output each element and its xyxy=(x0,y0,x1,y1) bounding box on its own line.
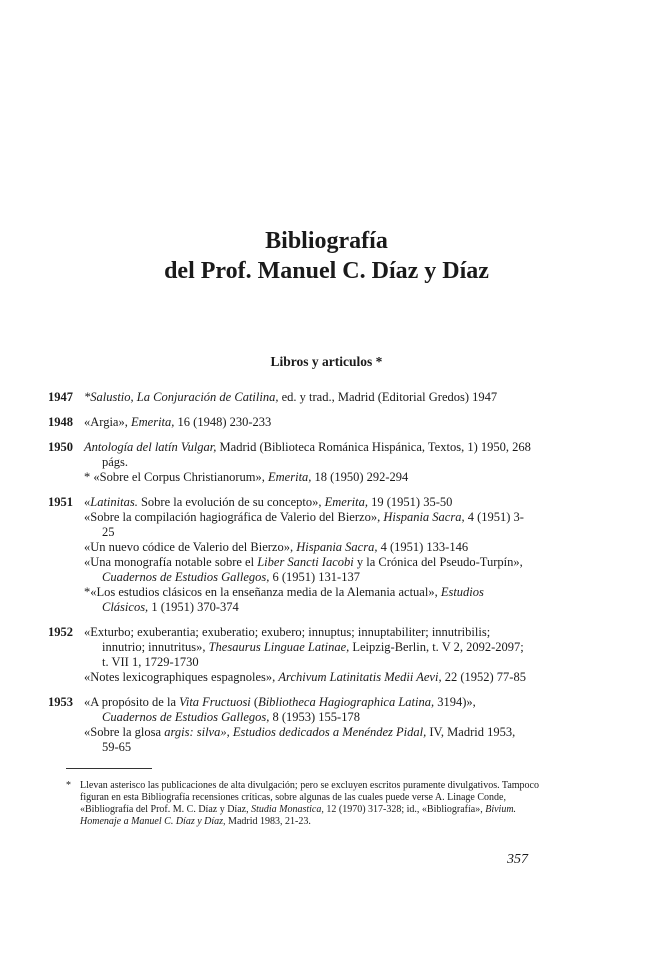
bibliography-entry xyxy=(84,625,532,670)
text: «Argia», xyxy=(84,415,131,429)
year-group xyxy=(48,495,532,615)
bibliography-entry xyxy=(84,415,532,430)
text: «A propósito de la xyxy=(84,695,180,709)
section-heading: Libros y articulos * xyxy=(270,354,383,369)
entry-year: 1951 xyxy=(48,495,73,509)
text: 22 (1952) 77-85 xyxy=(441,670,526,684)
text: IV, Madrid 1953, 59-65 xyxy=(102,725,516,754)
italic-text: Estudios Clásicos, xyxy=(102,585,484,614)
year-group xyxy=(48,625,532,685)
text: * «Sobre el Corpus Christianorum», xyxy=(84,470,269,484)
italic-text: Thesaurus Linguae Latinae, xyxy=(208,640,350,654)
italic-text: Archivum Latinitatis Medii Aevi, xyxy=(278,670,442,684)
italic-text: Hispania Sacra, xyxy=(296,540,378,554)
italic-text: Bibliotheca Hagiographica Latina, xyxy=(258,695,435,709)
footnote-mark: * xyxy=(66,780,71,791)
text: 12 (1970) 317-328; id., «Bibliografía», xyxy=(323,804,486,815)
text: 18 (1950) 292-294 xyxy=(311,470,409,484)
bibliography-entry xyxy=(84,510,532,540)
italic-text: Cuadernos de Estudios Gallegos, xyxy=(102,570,270,584)
bibliography-entry xyxy=(84,695,532,725)
italic-text: Liber Sancti Iacobi xyxy=(257,555,354,569)
entry-year: 1953 xyxy=(48,695,73,709)
bibliography-entry xyxy=(84,540,532,555)
text: Madrid (Biblioteca Románica Hispánica, Textos, 1) 1950, 268 págs. xyxy=(102,440,531,469)
italic-text: Latinitas. xyxy=(90,495,138,509)
italic-text: Emerita, xyxy=(324,495,369,509)
italic-text: Bivium. Homenaje a Manuel C. Díaz y Díaz, xyxy=(80,804,517,827)
text: 1 (1951) 370-374 xyxy=(148,600,239,614)
text: «Exturbo; exuberantia; exuberatio; exubero; innuptus; innuptabiliter; innutribilis; innutrio; innutritus», xyxy=(84,625,491,654)
entry-year: 1948 xyxy=(48,415,73,429)
bibliography-entry xyxy=(84,555,532,585)
bibliography-list xyxy=(48,390,532,765)
text: 4 (1951) 133-146 xyxy=(377,540,469,554)
text: Llevan asterisco las publicaciones de alta divulgación; pero se excluyen escritos puramente divulgativos. Tampoco figuran en esta Bibliografía recensiones críticas, sobre algunas de las cuales puede verse A. Linage Conde, «Bibliografía del Prof. M. C. Díaz y Díaz, xyxy=(80,780,539,815)
year-group xyxy=(48,695,532,755)
entry-year: 1952 xyxy=(48,625,73,639)
bibliography-entry xyxy=(84,440,532,470)
text: «Un nuevo códice de Valerio del Bierzo», xyxy=(84,540,297,554)
text: Leipzig-Berlin, t. V 2, 2092-2097; t. VII 1, 1729-1730 xyxy=(102,640,524,669)
text: «Sobre la glosa xyxy=(84,725,165,739)
page-number: 357 xyxy=(507,852,528,867)
italic-text: Vita Fructuosi xyxy=(179,695,251,709)
italic-text: Emerita, xyxy=(268,470,312,484)
text: «Notes lexicographiques espagnoles», xyxy=(84,670,279,684)
year-group xyxy=(48,440,532,485)
text: 19 (1951) 35-50 xyxy=(368,495,453,509)
text: 8 (1953) 155-178 xyxy=(269,710,360,724)
text: ed. y trad., Madrid (Editorial Gredos) 1947 xyxy=(278,390,498,404)
text: 16 (1948) 230-233 xyxy=(174,415,272,429)
footnote xyxy=(66,780,542,828)
year-group xyxy=(48,415,532,430)
italic-text: *Salustio, La Conjuración de Catilina, xyxy=(84,390,279,404)
text: «Una monografía notable sobre el xyxy=(84,555,258,569)
entry-year: 1950 xyxy=(48,440,73,454)
italic-text: Cuadernos de Estudios Gallegos, xyxy=(102,710,270,724)
text: 6 (1951) 131-137 xyxy=(269,570,360,584)
text: 4 (1951) 3-25 xyxy=(102,510,524,539)
italic-text: Antología del latín Vulgar, xyxy=(84,440,217,454)
bibliography-entry xyxy=(84,470,532,485)
year-group xyxy=(48,390,532,405)
page-title-line-1: Bibliografía xyxy=(265,228,388,254)
page-title-line-2: del Prof. Manuel C. Díaz y Díaz xyxy=(164,258,489,284)
text: « xyxy=(84,495,91,509)
text: 3194)», xyxy=(434,695,476,709)
italic-text: argis: silva», xyxy=(164,725,230,739)
text: Sobre la evolución de su concepto», xyxy=(137,495,325,509)
italic-text: Estudios dedicados a Menéndez Pidal, xyxy=(232,725,427,739)
footnote-divider xyxy=(66,768,152,769)
text: *«Los estudios clásicos en la enseñanza media de la Alemania actual», xyxy=(84,585,441,599)
bibliography-entry xyxy=(84,725,532,755)
italic-text: Studia Monastica, xyxy=(251,804,324,815)
italic-text: Hispania Sacra, xyxy=(383,510,465,524)
text: «Sobre la compilación hagiográfica de Valerio del Bierzo», xyxy=(84,510,384,524)
bibliography-entry xyxy=(84,390,532,405)
text: Madrid 1983, 21-23. xyxy=(225,816,311,827)
text: y la Crónica del Pseudo-Turpín», xyxy=(353,555,523,569)
bibliography-entry xyxy=(84,585,532,615)
italic-text: Emerita, xyxy=(131,415,175,429)
bibliography-entry xyxy=(84,670,532,685)
footnote-text xyxy=(80,780,539,827)
bibliography-entry xyxy=(84,495,532,510)
entry-year: 1947 xyxy=(48,390,73,404)
text: ( xyxy=(250,695,259,709)
